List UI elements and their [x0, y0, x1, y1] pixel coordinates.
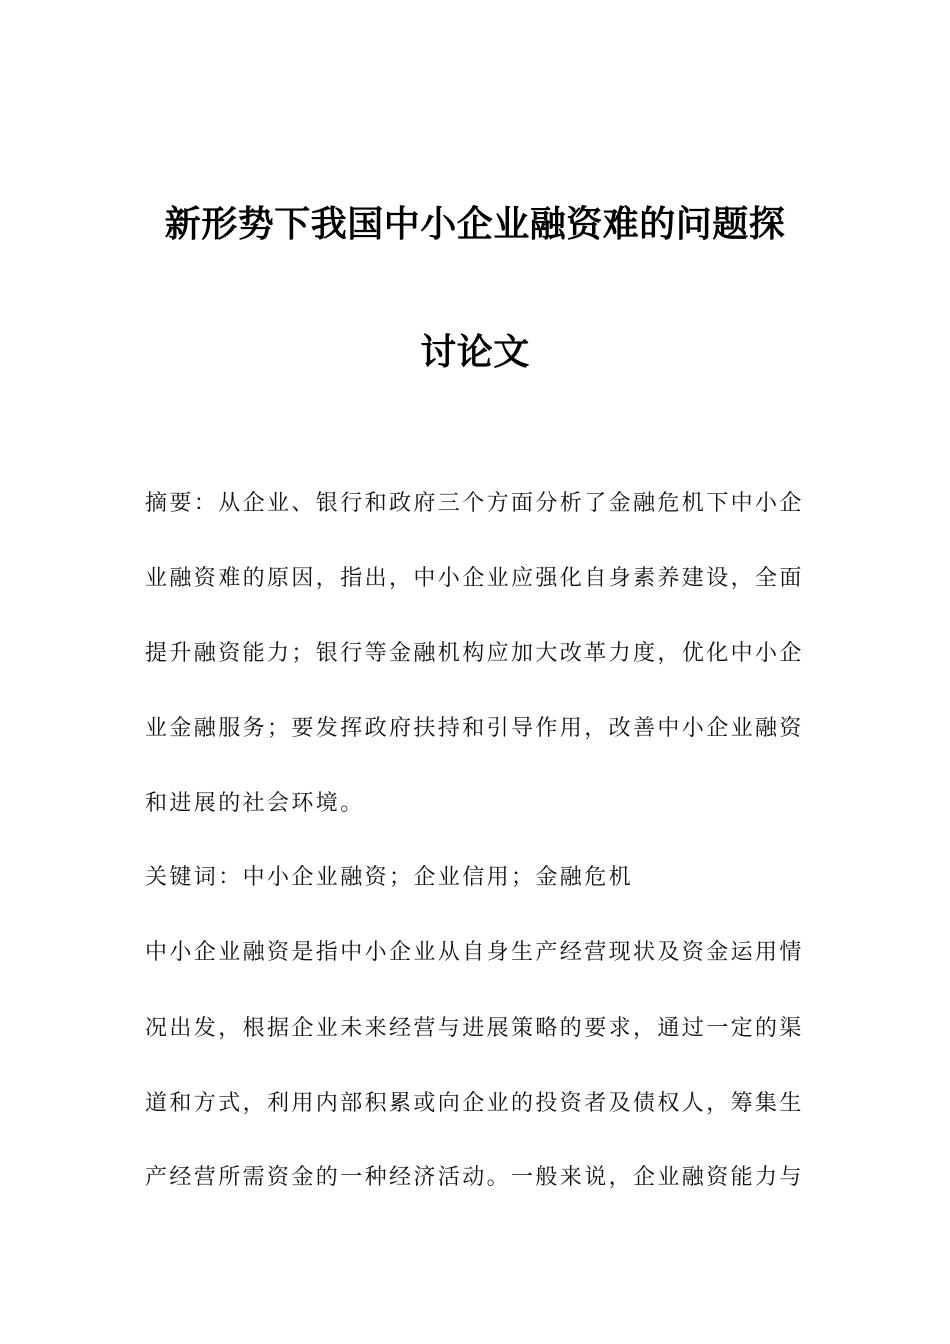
body-paragraph-line: 道和方式，利用内部积累或向企业的投资者及债权人，筹集生 [145, 1091, 804, 1116]
abstract-line: 提升融资能力；银行等金融机构应加大改革力度，优化中小企 [145, 641, 804, 666]
abstract-line: 业融资难的原因，指出，中小企业应强化自身素养建设，全面 [145, 566, 804, 591]
abstract-line: 业金融服务；要发挥政府扶持和引导作用，改善中小企业融资 [145, 716, 804, 741]
body-paragraph-line: 况出发，根据企业未来经营与进展策略的要求，通过一定的渠 [145, 1016, 804, 1041]
abstract-line: 摘要：从企业、银行和政府三个方面分析了金融危机下中小企 [145, 491, 804, 516]
abstract-line: 和进展的社会环境。 [145, 791, 365, 816]
document-title-line-2: 讨论文 [420, 332, 530, 373]
document-title-line-1: 新形势下我国中小企业融资难的问题探 [164, 204, 786, 245]
keywords-line: 关键词：中小企业融资；企业信用；金融危机 [145, 865, 634, 890]
body-paragraph-line: 中小企业融资是指中小企业从自身生产经营现状及资金运用情 [145, 940, 804, 965]
body-paragraph-line: 产经营所需资金的一种经济活动。一般来说，企业融资能力与 [145, 1165, 804, 1190]
